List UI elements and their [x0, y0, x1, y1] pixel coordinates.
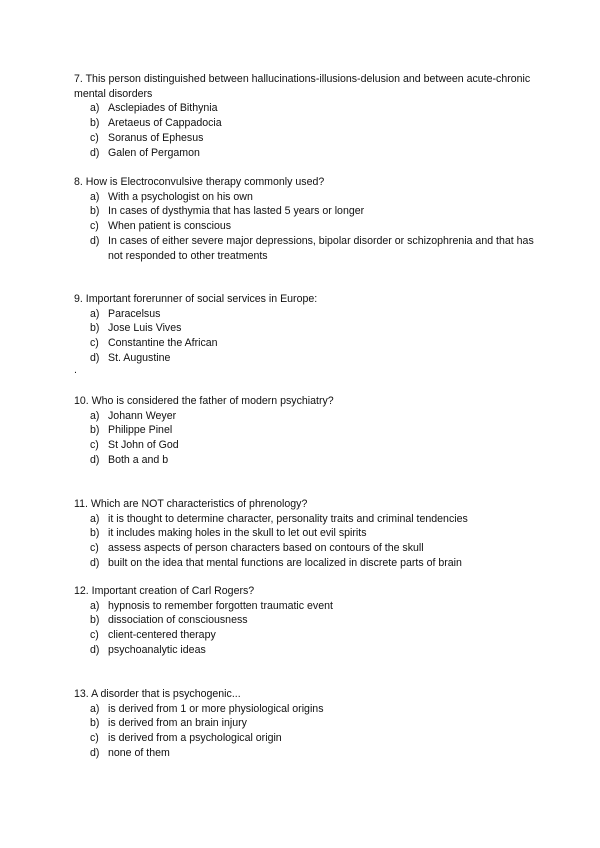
question-text: 9. Important forerunner of social services in Europe:	[74, 293, 318, 305]
question-text: 7. This person distinguished between hallucinations-illusions-delusion and between acute-chronic mental disorders	[74, 73, 531, 100]
option-d: d) psychoanalytic ideas	[90, 643, 206, 656]
option-list	[74, 190, 534, 264]
option-d: d) St. Augustine	[90, 351, 171, 364]
option-b: b) Philippe Pinel	[90, 424, 173, 437]
stray-mark: .	[74, 364, 77, 376]
option-list	[74, 101, 534, 160]
option-a: a) With a psychologist on his own	[90, 190, 253, 203]
option-list	[74, 409, 534, 468]
option-list	[74, 599, 534, 658]
option-c: c) assess aspects of person characters based on contours of the skull	[90, 542, 424, 555]
option-list	[74, 512, 534, 571]
option-list	[74, 702, 534, 761]
question-text: 13. A disorder that is psychogenic...	[74, 688, 241, 700]
option-b: b) Jose Luis Vives	[90, 322, 182, 335]
option-c: c) client-centered therapy	[90, 629, 216, 642]
option-c: c) Soranus of Ephesus	[90, 131, 204, 144]
option-a: a) it is thought to determine character, personality traits and criminal tendencies	[90, 512, 468, 525]
option-a: a) Asclepiades of Bithynia	[90, 102, 218, 115]
option-d: d) none of them	[90, 746, 170, 759]
option-d: d) Both a and b	[90, 453, 169, 466]
option-c: c) When patient is conscious	[90, 220, 232, 233]
question-8	[74, 175, 534, 263]
option-a: a) Johann Weyer	[90, 409, 177, 422]
option-d: d) Galen of Pergamon	[90, 146, 200, 159]
option-b: b) it includes making holes in the skull to let out evil spirits	[90, 527, 367, 540]
question-10	[74, 394, 534, 468]
option-d: d) built on the idea that mental functions are localized in discrete parts of brain	[90, 556, 462, 569]
question-9	[74, 292, 534, 366]
option-d: d) In cases of either severe major depressions, bipolar disorder or schizophrenia and that has not responded to other treatments	[90, 234, 534, 262]
question-12	[74, 584, 534, 658]
option-b: b) In cases of dysthymia that has lasted 5 years or longer	[90, 205, 365, 218]
question-text: 12. Important creation of Carl Rogers?	[74, 585, 255, 597]
option-c: c) is derived from a psychological origin	[90, 732, 282, 745]
question-7	[74, 72, 534, 160]
option-list	[74, 307, 534, 366]
option-a: a) hypnosis to remember forgotten traumatic event	[90, 599, 333, 612]
option-c: c) Constantine the African	[90, 337, 218, 350]
question-text: 11. Which are NOT characteristics of phrenology?	[74, 498, 308, 510]
question-text: 8. How is Electroconvulsive therapy commonly used?	[74, 176, 325, 188]
option-a: a) Paracelsus	[90, 307, 161, 320]
question-text: 10. Who is considered the father of modern psychiatry?	[74, 395, 334, 407]
option-b: b) Aretaeus of Cappadocia	[90, 117, 222, 130]
option-a: a) is derived from 1 or more physiological origins	[90, 702, 324, 715]
option-c: c) St John of God	[90, 439, 179, 452]
question-13	[74, 687, 534, 761]
question-11	[74, 497, 534, 571]
option-b: b) is derived from an brain injury	[90, 717, 247, 730]
option-b: b) dissociation of consciousness	[90, 614, 248, 627]
